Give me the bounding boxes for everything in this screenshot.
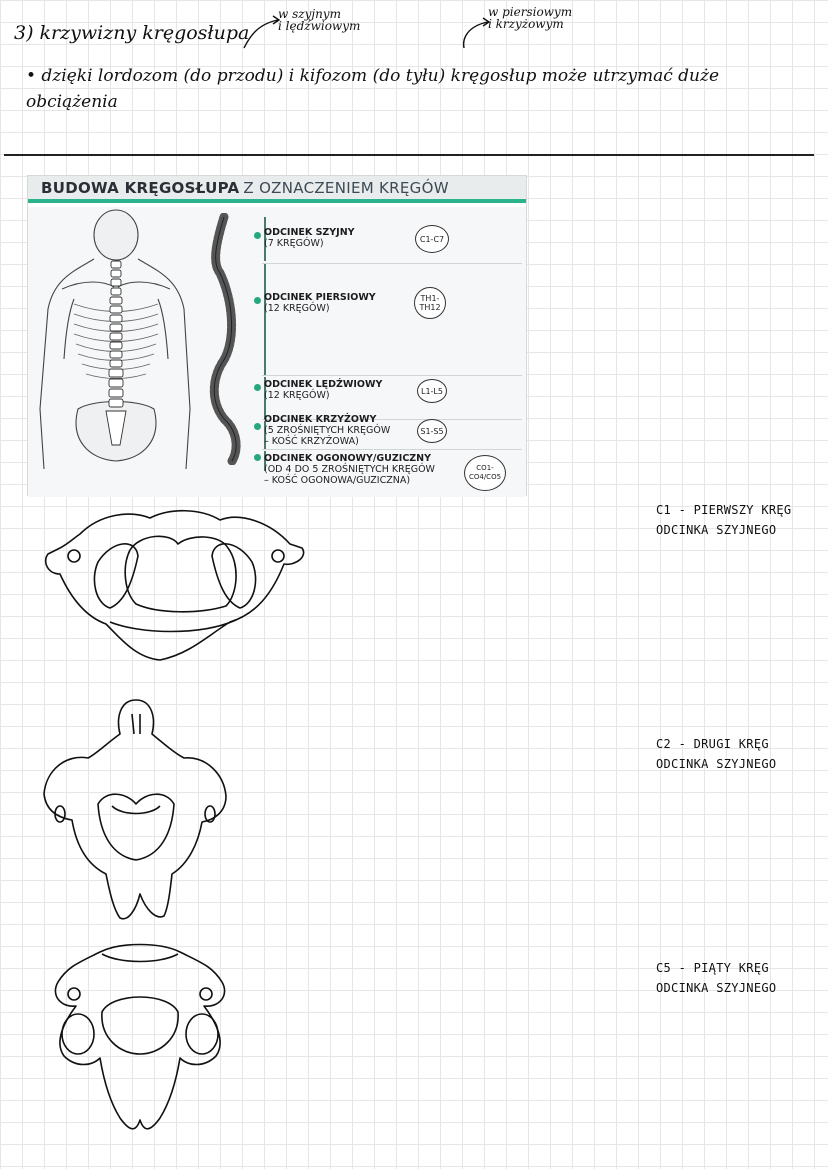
section-sacral: [264, 414, 390, 447]
vertebra-c5-label: [656, 958, 776, 998]
horizontal-divider: [4, 154, 814, 156]
section-name: ODCINEK LĘDŹWIOWY: [264, 379, 383, 390]
section-name: ODCINEK PIERSIOWY: [264, 292, 376, 303]
section-cervical: [264, 227, 355, 249]
section-desc: (12 KRĘGÓW): [264, 303, 330, 314]
vertebra-label-line2: ODCINKA SZYJNEGO: [656, 523, 777, 537]
section-separator: [262, 449, 522, 450]
infographic-body: [28, 207, 526, 497]
badge-sacral: S1-S5: [417, 419, 447, 443]
vertebra-label-line1: C5 - PIĄTY KRĘG: [656, 961, 769, 975]
vertebra-label-line1: C1 - PIERWSZY KRĘG: [656, 503, 792, 517]
badge-coccygeal: CO1- CO4/CO5: [464, 455, 506, 491]
section-separator: [262, 263, 522, 264]
infographic-title-rest: Z OZNACZENIEM KRĘGÓW: [243, 178, 449, 197]
bracket-thoracic: [264, 263, 268, 375]
section-desc: (5 ZROŚNIĘTYCH KRĘGÓW – KOŚĆ KRZYŻOWA): [264, 425, 391, 447]
badge-cervical: C1-C7: [415, 225, 449, 253]
section-dot: [254, 423, 261, 430]
infographic-title-bold: BUDOWA KRĘGOSŁUPA: [41, 178, 240, 197]
note-lordosis-line1: w szyjnym: [278, 7, 341, 21]
section-desc: (12 KRĘGÓW): [264, 390, 330, 401]
section-thoracic: [264, 292, 376, 314]
badge-thoracic: TH1- TH12: [414, 287, 446, 319]
vertebra-label-line1: C2 - DRUGI KRĘG: [656, 737, 769, 751]
note-kyphosis: [488, 6, 572, 30]
section-dot: [254, 232, 261, 239]
note-kyphosis-line1: w piersiowym: [488, 5, 573, 19]
bullet-note: • dzięki lordozom (do przodu) i kifozom (do tyłu) kręgosłup może utrzymać duże: [26, 66, 720, 86]
vertebra-c1-drawing: [40, 504, 310, 666]
badge-lumbar: L1-L5: [417, 379, 447, 403]
note-lordosis-line2: i lędźwiowym: [278, 19, 361, 33]
spine-infographic: [27, 175, 527, 496]
section-heading: 3) krzywizny kręgosłupa: [14, 22, 250, 44]
skeleton-back-illustration: [34, 209, 194, 497]
vertebra-c2-label: [656, 734, 776, 774]
section-name: ODCINEK SZYJNY: [264, 227, 355, 238]
section-desc: (OD 4 DO 5 ZROŚNIĘTYCH KRĘGÓW – KOŚĆ OGONOWA/GUZICZNA): [264, 464, 435, 486]
section-lumbar: [264, 379, 382, 401]
section-name: ODCINEK OGONOWY/GUZICZNY: [264, 453, 432, 464]
section-dot: [254, 297, 261, 304]
infographic-title: [28, 176, 526, 203]
vertebra-c1-label: [656, 500, 791, 540]
spine-side-illustration: [198, 213, 254, 465]
section-separator: [262, 375, 522, 376]
note-lordosis: [278, 8, 360, 32]
section-name: ODCINEK KRZYŻOWY: [264, 414, 377, 425]
section-dot: [254, 384, 261, 391]
section-dot: [254, 454, 261, 461]
vertebra-c2-drawing: [36, 694, 236, 928]
vertebra-c5-drawing: [40, 942, 240, 1138]
section-desc: (7 KRĘGÓW): [264, 238, 324, 249]
vertebra-label-line2: ODCINKA SZYJNEGO: [656, 757, 777, 771]
note-kyphosis-line2: i krzyżowym: [488, 17, 564, 31]
vertebra-label-line2: ODCINKA SZYJNEGO: [656, 981, 777, 995]
section-coccygeal: [264, 453, 435, 486]
bullet-note-continued: obciążenia: [26, 92, 118, 112]
